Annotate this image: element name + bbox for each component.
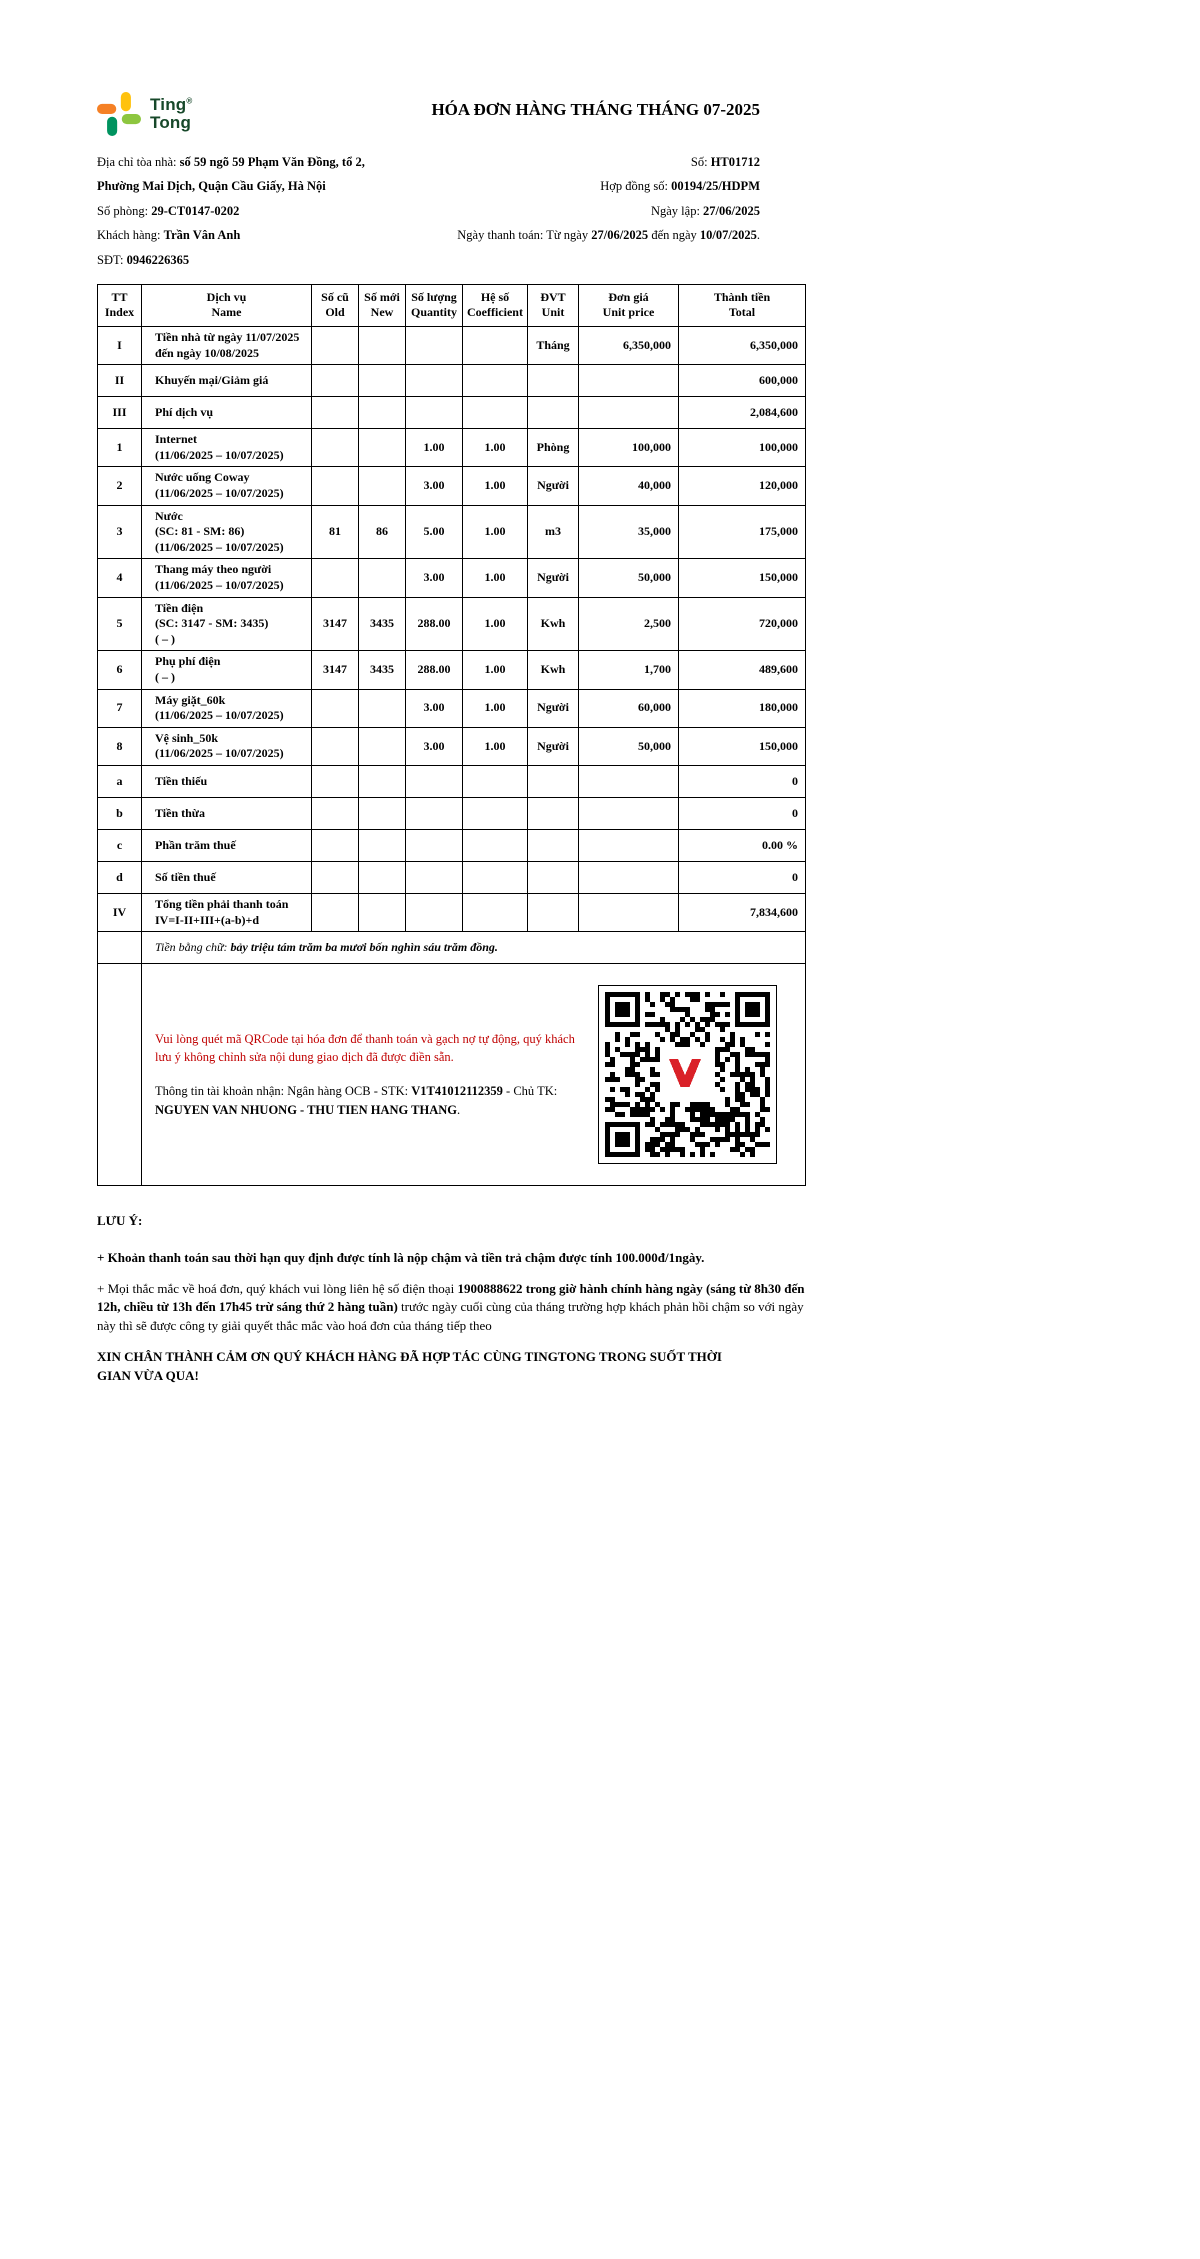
cell-old xyxy=(312,893,359,931)
logo-word-2: Tong xyxy=(150,113,192,132)
cell-tt: 4 xyxy=(98,559,142,597)
cell-name: Tiền nhà từ ngày 11/07/2025 đến ngày 10/08/2025 xyxy=(142,327,312,365)
cell-qty xyxy=(406,365,463,397)
tingtong-logo xyxy=(97,92,192,136)
cell-total: 0 xyxy=(679,797,806,829)
column-header: Thành tiền Total xyxy=(679,284,806,326)
invoice-number-line: Số: HT01712 xyxy=(690,155,760,169)
cell-coef xyxy=(463,893,528,931)
amount-in-words-label: Tiền bằng chữ: xyxy=(155,939,231,954)
cell-new: 3435 xyxy=(359,651,406,689)
cell-price xyxy=(579,861,679,893)
cell-price xyxy=(579,797,679,829)
cell-total: 175,000 xyxy=(679,505,806,559)
cell-old xyxy=(312,727,359,765)
cell-coef: 1.00 xyxy=(463,559,528,597)
phone-line: SĐT: 0946226365 xyxy=(97,252,190,267)
cell-old: 3147 xyxy=(312,597,359,651)
cell-total: 2,084,600 xyxy=(679,397,806,429)
cell-new xyxy=(359,689,406,727)
cell-unit xyxy=(528,765,579,797)
invoice-row xyxy=(98,327,806,365)
cell-unit: m3 xyxy=(528,505,579,559)
cell-old xyxy=(312,397,359,429)
notes-section xyxy=(97,1212,805,1385)
cell-new xyxy=(359,429,406,467)
cell-total: 0 xyxy=(679,861,806,893)
column-header: TT Index xyxy=(98,284,142,326)
cell-coef: 1.00 xyxy=(463,689,528,727)
cell-price xyxy=(579,829,679,861)
invoice-row xyxy=(98,597,806,651)
cell-qty: 288.00 xyxy=(406,597,463,651)
invoice-table-body xyxy=(98,327,806,932)
tingtong-logo-text xyxy=(150,96,192,132)
cell-new: 3435 xyxy=(359,597,406,651)
cell-coef: 1.00 xyxy=(463,651,528,689)
cell-total: 0.00 % xyxy=(679,829,806,861)
cell-unit: Người xyxy=(528,467,579,505)
cell-old xyxy=(312,689,359,727)
invoice-info-left xyxy=(97,150,409,272)
cell-price: 60,000 xyxy=(579,689,679,727)
cell-name: Máy giặt_60k (11/06/2025 – 10/07/2025) xyxy=(142,689,312,727)
column-header: ĐVT Unit xyxy=(528,284,579,326)
invoice-table xyxy=(97,284,806,1186)
cell-tt: d xyxy=(98,861,142,893)
cell-tt: IV xyxy=(98,893,142,931)
cell-qty xyxy=(406,861,463,893)
cell-price: 6,350,000 xyxy=(579,327,679,365)
cell-price: 50,000 xyxy=(579,559,679,597)
invoice-row xyxy=(98,861,806,893)
cell-qty xyxy=(406,797,463,829)
cell-unit xyxy=(528,893,579,931)
cell-price: 1,700 xyxy=(579,651,679,689)
cell-new xyxy=(359,727,406,765)
cell-total: 180,000 xyxy=(679,689,806,727)
payment-qr-cell xyxy=(142,964,806,1186)
cell-total: 720,000 xyxy=(679,597,806,651)
cell-total: 7,834,600 xyxy=(679,893,806,931)
account-label: Thông tin tài khoản nhận: Ngân hàng OCB - STK: xyxy=(155,1084,412,1099)
tingtong-logo-icon xyxy=(97,92,141,136)
notes-title: LƯU Ý: xyxy=(97,1213,143,1229)
cell-total: 150,000 xyxy=(679,559,806,597)
cell-qty: 5.00 xyxy=(406,505,463,559)
cell-tt: II xyxy=(98,365,142,397)
cell-coef xyxy=(463,327,528,365)
cell-coef xyxy=(463,765,528,797)
amount-in-words-cell xyxy=(142,932,806,964)
cell-coef: 1.00 xyxy=(463,727,528,765)
cell-qty: 3.00 xyxy=(406,727,463,765)
cell-name: Khuyến mại/Giảm giá xyxy=(142,365,312,397)
invoice-row xyxy=(98,727,806,765)
cell-coef: 1.00 xyxy=(463,467,528,505)
cell-unit xyxy=(528,365,579,397)
document-header xyxy=(97,92,805,136)
cell-qty: 3.00 xyxy=(406,559,463,597)
cell-total: 100,000 xyxy=(679,429,806,467)
customer-line: Khách hàng: Trần Vân Anh xyxy=(97,228,241,243)
cell-tt: 7 xyxy=(98,689,142,727)
column-header: Số mới New xyxy=(359,284,406,326)
cell-name: Tiền thừa xyxy=(142,797,312,829)
cell-qty xyxy=(406,327,463,365)
column-header: Số cũ Old xyxy=(312,284,359,326)
cell-old xyxy=(312,797,359,829)
cell-name: Phụ phí điện ( – ) xyxy=(142,651,312,689)
thanks-note: XIN CHÂN THÀNH CẢM ƠN QUÝ KHÁCH HÀNG ĐÃ HỢP TÁC CÙNG TINGTONG TRONG SUỐT THỜI GIAN VỪA QUA! xyxy=(97,1349,722,1383)
cell-old xyxy=(312,429,359,467)
cell-unit: Người xyxy=(528,727,579,765)
cell-name: Tiền thiếu xyxy=(142,765,312,797)
cell-price xyxy=(579,397,679,429)
cell-tt-empty xyxy=(98,964,142,1186)
cell-total: 600,000 xyxy=(679,365,806,397)
invoice-row xyxy=(98,429,806,467)
invoice-row xyxy=(98,467,806,505)
column-header: Đơn giá Unit price xyxy=(579,284,679,326)
invoice-row xyxy=(98,559,806,597)
account-number: V1T41012112359 xyxy=(411,1084,503,1099)
cell-price: 2,500 xyxy=(579,597,679,651)
cell-old xyxy=(312,559,359,597)
cell-tt: 6 xyxy=(98,651,142,689)
cell-new xyxy=(359,397,406,429)
cell-tt: a xyxy=(98,765,142,797)
cell-price: 100,000 xyxy=(579,429,679,467)
invoice-info-right xyxy=(457,150,760,272)
cell-tt: 2 xyxy=(98,467,142,505)
cell-name: Nước (SC: 81 - SM: 86) (11/06/2025 – 10/07/2025) xyxy=(142,505,312,559)
cell-new xyxy=(359,765,406,797)
cell-tt: c xyxy=(98,829,142,861)
cell-qty: 288.00 xyxy=(406,651,463,689)
cell-qty xyxy=(406,893,463,931)
account-info xyxy=(155,1082,587,1120)
cell-old xyxy=(312,327,359,365)
cell-qty: 1.00 xyxy=(406,429,463,467)
page-title: HÓA ĐƠN HÀNG THÁNG THÁNG 07-2025 xyxy=(431,100,760,119)
cell-new: 86 xyxy=(359,505,406,559)
cell-coef xyxy=(463,797,528,829)
cell-old xyxy=(312,467,359,505)
cell-qty: 3.00 xyxy=(406,689,463,727)
cell-old xyxy=(312,829,359,861)
cell-name: Tổng tiền phải thanh toán IV=I-II+III+(a-b)+d xyxy=(142,893,312,931)
payment-instructions xyxy=(155,1030,587,1120)
cell-name: Phần trăm thuế xyxy=(142,829,312,861)
cell-name: Phí dịch vụ xyxy=(142,397,312,429)
issue-date-line: Ngày lập: 27/06/2025 xyxy=(650,203,760,218)
table-header-row xyxy=(98,284,806,326)
invoice-content xyxy=(97,92,805,1398)
cell-name: Vệ sinh_50k (11/06/2025 – 10/07/2025) xyxy=(142,727,312,765)
contract-line: Hợp đồng số: 00194/25/HDPM xyxy=(600,179,760,194)
cell-unit xyxy=(528,829,579,861)
cell-tt: III xyxy=(98,397,142,429)
payment-date-line: Ngày thanh toán: Từ ngày 27/06/2025 đến ngày 10/07/2025. xyxy=(457,228,760,243)
cell-new xyxy=(359,467,406,505)
cell-coef xyxy=(463,829,528,861)
cell-coef: 1.00 xyxy=(463,505,528,559)
cell-name: Nước uống Coway (11/06/2025 – 10/07/2025) xyxy=(142,467,312,505)
cell-new xyxy=(359,797,406,829)
cell-old xyxy=(312,365,359,397)
cell-unit: Kwh xyxy=(528,651,579,689)
payment-block xyxy=(155,972,777,1177)
cell-unit xyxy=(528,397,579,429)
invoice-row xyxy=(98,397,806,429)
payment-qr-row xyxy=(98,964,806,1186)
cell-unit: Tháng xyxy=(528,327,579,365)
cell-price xyxy=(579,893,679,931)
cell-old: 81 xyxy=(312,505,359,559)
invoice-row xyxy=(98,505,806,559)
cell-total: 0 xyxy=(679,765,806,797)
cell-old: 3147 xyxy=(312,651,359,689)
cell-total: 150,000 xyxy=(679,727,806,765)
cell-qty xyxy=(406,765,463,797)
account-mid: - Chủ TK: xyxy=(502,1084,558,1099)
cell-qty xyxy=(406,829,463,861)
cell-coef xyxy=(463,365,528,397)
amount-in-words-value: bảy triệu tám trăm ba mươi bốn nghìn sáu trăm đồng. xyxy=(230,939,498,954)
amount-in-words-row xyxy=(98,932,806,964)
cell-unit: Kwh xyxy=(528,597,579,651)
cell-old xyxy=(312,861,359,893)
vietqr-v-logo xyxy=(669,1059,701,1087)
registered-mark: ® xyxy=(186,96,193,106)
cell-tt: b xyxy=(98,797,142,829)
invoice-row xyxy=(98,365,806,397)
cell-new xyxy=(359,365,406,397)
cell-total: 120,000 xyxy=(679,467,806,505)
invoice-info xyxy=(97,150,805,272)
cell-name: Internet (11/06/2025 – 10/07/2025) xyxy=(142,429,312,467)
cell-tt: 8 xyxy=(98,727,142,765)
cell-coef: 1.00 xyxy=(463,597,528,651)
cell-unit: Phòng xyxy=(528,429,579,467)
payment-qr-code xyxy=(598,985,777,1164)
cell-price: 50,000 xyxy=(579,727,679,765)
cell-new xyxy=(359,893,406,931)
account-holder: NGUYEN VAN NHUONG - THU TIEN HANG THANG xyxy=(155,1102,458,1117)
cell-coef: 1.00 xyxy=(463,429,528,467)
cell-old xyxy=(312,765,359,797)
cell-tt: 5 xyxy=(98,597,142,651)
cell-qty xyxy=(406,397,463,429)
column-header: Dịch vụ Name xyxy=(142,284,312,326)
contact-note: + Mọi thắc mắc về hoá đơn, quý khách vui lòng liên hệ số điện thoại 1900888622 trong giờ hành chính hàng ngày (sáng từ 8h30 đến 12h, chiều từ 13h đến 17h45 trừ sáng thứ 2 hàng tuần) trước ngày cuối cùng của tháng trường hợp khách phản hồi chậm so với ngày này thì sẽ được công ty giải quyết thắc mắc vào hoá đơn của tháng tiếp theo xyxy=(97,1281,805,1333)
cell-total: 6,350,000 xyxy=(679,327,806,365)
invoice-row xyxy=(98,689,806,727)
cell-name: Số tiền thuế xyxy=(142,861,312,893)
cell-unit xyxy=(528,797,579,829)
logo-word-1: Ting xyxy=(150,95,187,115)
account-suffix: . xyxy=(457,1102,461,1117)
late-payment-note: + Khoản thanh toán sau thời hạn quy định được tính là nộp chậm và tiền trả chậm được tính 100.000đ/1ngày. xyxy=(97,1249,705,1265)
invoice-row xyxy=(98,829,806,861)
cell-unit: Người xyxy=(528,689,579,727)
cell-qty: 3.00 xyxy=(406,467,463,505)
cell-price xyxy=(579,765,679,797)
invoice-row xyxy=(98,893,806,931)
qr-instruction-note: Vui lòng quét mã QRCode tại hóa đơn để thanh toán và gạch nợ tự động, quý khách lưu ý không chỉnh sửa nội dung giao dịch đã được điền sẵn. xyxy=(155,1031,575,1065)
cell-tt: 1 xyxy=(98,429,142,467)
cell-price: 35,000 xyxy=(579,505,679,559)
cell-tt: I xyxy=(98,327,142,365)
cell-unit: Người xyxy=(528,559,579,597)
cell-name: Thang máy theo người (11/06/2025 – 10/07/2025) xyxy=(142,559,312,597)
cell-price: 40,000 xyxy=(579,467,679,505)
room-line: Số phòng: 29-CT0147-0202 xyxy=(97,203,240,218)
cell-name: Tiền điện (SC: 3147 - SM: 3435) ( – ) xyxy=(142,597,312,651)
invoice-row xyxy=(98,651,806,689)
cell-new xyxy=(359,559,406,597)
cell-unit xyxy=(528,861,579,893)
column-header: Số lượng Quantity xyxy=(406,284,463,326)
address-line: Địa chỉ tòa nhà: số 59 ngõ 59 Phạm Văn Đồng, tổ 2, Phường Mai Dịch, Quận Cầu Giấy, Hà Nội xyxy=(97,155,365,194)
cell-price xyxy=(579,365,679,397)
cell-new xyxy=(359,829,406,861)
cell-new xyxy=(359,327,406,365)
cell-coef xyxy=(463,397,528,429)
invoice-row xyxy=(98,797,806,829)
cell-total: 489,600 xyxy=(679,651,806,689)
cell-tt-empty xyxy=(98,932,142,964)
cell-tt: 3 xyxy=(98,505,142,559)
cell-new xyxy=(359,861,406,893)
invoice-row xyxy=(98,765,806,797)
cell-coef xyxy=(463,861,528,893)
column-header: Hệ số Coefficient xyxy=(463,284,528,326)
